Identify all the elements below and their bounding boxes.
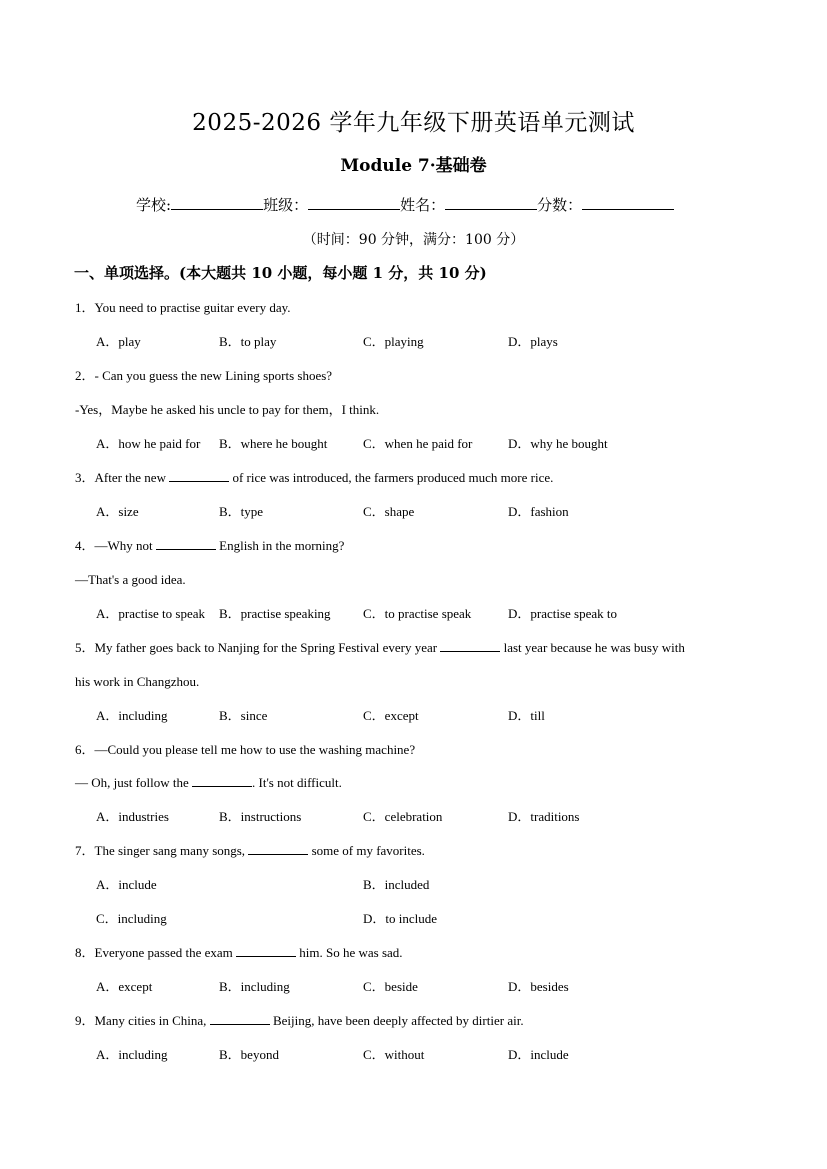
q5-stem-post: last year because he was busy with — [500, 640, 685, 655]
time-note: （时间：90 分钟，满分：100 分） — [302, 232, 525, 248]
q3-blank — [169, 469, 229, 482]
q1-option-b: B．to play — [219, 334, 277, 349]
question-3-stem — [75, 468, 553, 488]
q3-stem-post: of rice was introduced, the farmers produced much more rice. — [229, 470, 554, 485]
q2-option-b: B．where he bought — [219, 436, 328, 451]
question-5-stem — [75, 638, 685, 658]
q8-option-c: C．beside — [363, 979, 418, 994]
q1-option-a: A．play — [96, 334, 141, 349]
q4-option-a: A．practise to speak — [96, 606, 206, 621]
q2-option-c: C．when he paid for — [363, 436, 473, 451]
q1-option-d: D．plays — [508, 334, 558, 349]
question-8-stem — [75, 943, 403, 963]
q2-option-d: D．why he bought — [508, 436, 608, 451]
q9-option-b: B．beyond — [219, 1047, 279, 1062]
question-6-stem: 6．—Could you please tell me how to use the washing machine? — [75, 742, 416, 757]
q3-option-a: A．size — [96, 504, 139, 519]
q8-option-d: D．besides — [508, 979, 569, 994]
q6-option-b: B．instructions — [219, 809, 302, 824]
q6-blank — [192, 774, 252, 787]
exam-subtitle: Module 7·基础卷 — [340, 156, 487, 176]
q7-stem-post: some of my favorites. — [308, 843, 425, 858]
q4-option-c: C．to practise speak — [363, 606, 472, 621]
q3-option-d: D．fashion — [508, 504, 569, 519]
q7-option-d: D．to include — [363, 911, 438, 926]
q3-stem-pre: 3．After the new — [75, 470, 170, 485]
student-info-row — [136, 194, 674, 216]
section-heading: 一、单项选择。(本大题共 10 小题，每小题 1 分，共 10 分) — [74, 264, 487, 282]
score-label: 分数： — [537, 196, 583, 214]
q7-blank — [248, 842, 308, 855]
q5-stem-pre: 5．My father goes back to Nanjing for the Spring Festival every year — [75, 640, 441, 655]
q5-option-d: D．till — [508, 708, 545, 723]
question-9-stem — [75, 1011, 524, 1031]
q9-stem-pre: 9．Many cities in China, — [75, 1013, 210, 1028]
q3-option-c: C．shape — [363, 504, 415, 519]
q9-option-a: A．including — [96, 1047, 168, 1062]
q5-option-b: B．since — [219, 708, 268, 723]
q7-option-a: A．include — [96, 877, 157, 892]
class-label: 班级： — [263, 196, 309, 214]
q6-stem2-pre: — Oh, just follow the — [75, 775, 192, 790]
q9-blank — [210, 1012, 270, 1025]
q8-stem-pre: 8．Everyone passed the exam — [75, 945, 237, 960]
q4-option-b: B．practise speaking — [219, 606, 331, 621]
question-4-stem2: —That's a good idea. — [75, 572, 186, 587]
q2-option-a: A．how he paid for — [96, 436, 201, 451]
question-1-stem: 1．You need to practise guitar every day. — [75, 300, 291, 315]
score-blank[interactable] — [582, 195, 674, 210]
q4-stem-pre: 4．—Why not — [75, 538, 156, 553]
question-6-stem2 — [75, 773, 342, 793]
q7-stem-pre: 7．The singer sang many songs, — [75, 843, 249, 858]
q4-blank — [156, 537, 216, 550]
school-blank[interactable] — [171, 195, 263, 210]
q6-option-a: A．industries — [96, 809, 169, 824]
q5-option-a: A．including — [96, 708, 168, 723]
q9-option-d: D．include — [508, 1047, 569, 1062]
q6-stem2-post: . It's not difficult. — [252, 775, 342, 790]
school-label: 学校: — [136, 196, 172, 214]
q3-option-b: B．type — [219, 504, 264, 519]
exam-title: 2025-2026 学年九年级下册英语单元测试 — [192, 110, 635, 136]
name-label: 姓名： — [400, 196, 446, 214]
q8-stem-post: him. So he was sad. — [296, 945, 403, 960]
question-2-stem: 2．- Can you guess the new Lining sports shoes? — [75, 368, 333, 383]
q6-option-d: D．traditions — [508, 809, 580, 824]
q9-stem-post: Beijing, have been deeply affected by dirtier air. — [269, 1013, 524, 1028]
class-blank[interactable] — [308, 195, 400, 210]
question-2-stem2: -Yes，Maybe he asked his uncle to pay for them，I think. — [75, 402, 380, 417]
question-5-stem2: his work in Changzhou. — [75, 674, 200, 689]
q4-stem-post: English in the morning? — [215, 538, 345, 553]
q5-blank — [440, 639, 500, 652]
q7-option-b: B．included — [363, 877, 430, 892]
q8-option-a: A．except — [96, 979, 153, 994]
q8-blank — [236, 944, 296, 957]
q4-option-d: D．practise speak to — [508, 606, 618, 621]
q5-option-c: C．except — [363, 708, 419, 723]
q9-option-c: C．without — [363, 1047, 425, 1062]
question-4-stem — [75, 536, 344, 556]
q1-option-c: C．playing — [363, 334, 424, 349]
question-7-stem — [75, 841, 425, 861]
q6-option-c: C．celebration — [363, 809, 443, 824]
q7-option-c: C．including — [96, 911, 167, 926]
q8-option-b: B．including — [219, 979, 290, 994]
name-blank[interactable] — [445, 195, 537, 210]
